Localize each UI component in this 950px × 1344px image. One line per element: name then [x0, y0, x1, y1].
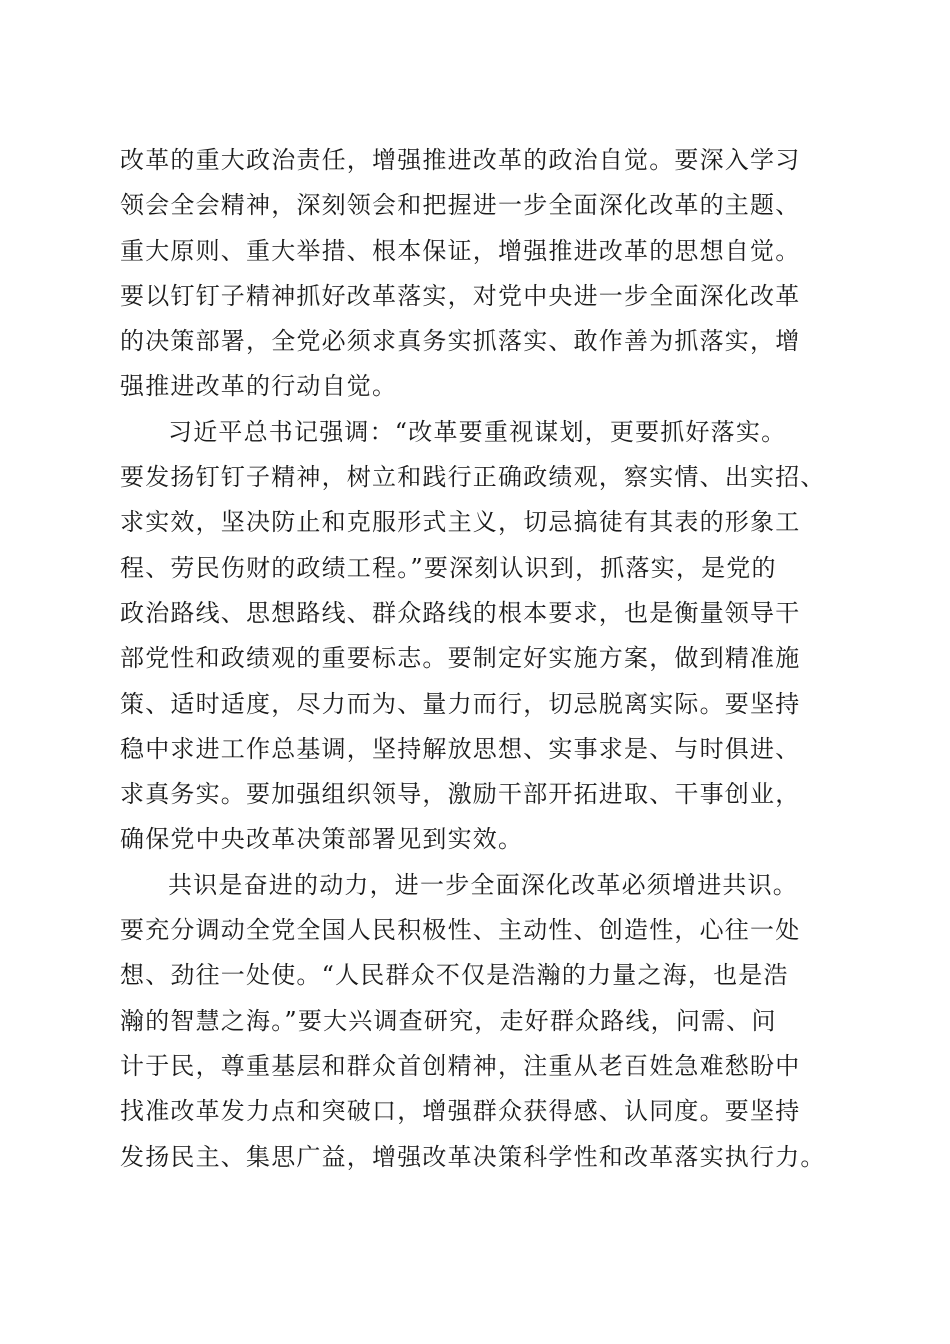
text-line: 求实效，坚决防止和克服形式主义，切忌搞徒有其表的形象工 [120, 508, 801, 537]
text-line: 要发扬钉钉子精神，树立和践行正确政绩观，察实情、出实招、 [120, 463, 826, 492]
text-line: 找准改革发力点和突破口，增强群众获得感、认同度。要坚持 [120, 1097, 801, 1126]
body-text [120, 138, 850, 1180]
text-line: 想、劲往一处使。“人民群众不仅是浩瀚的力量之海，也是浩 [120, 961, 789, 990]
paragraph-first-line: 习近平总书记强调：“改革要重视谋划，更要抓好落实。 [168, 417, 787, 446]
text-line: 瀚的智慧之海。”要大兴调查研究，走好群众路线，问需、问 [120, 1006, 777, 1035]
text-line: 策、适时适度，尽力而为、量力而行，切忌脱离实际。要坚持 [120, 689, 801, 718]
text-line: 发扬民主、集思广益，增强改革决策科学性和改革落实执行力。 [120, 1142, 826, 1171]
text-line: 确保党中央改革决策部署见到实效。 [120, 825, 524, 854]
text-line: 部党性和政绩观的重要标志。要制定好实施方案，做到精准施 [120, 644, 801, 673]
text-line: 程、劳民伤财的政绩工程。”要深刻认识到，抓落实，是党的 [120, 553, 777, 582]
text-line: 稳中求进工作总基调，坚持解放思想、实事求是、与时俱进、 [120, 734, 801, 763]
text-line: 强推进改革的行动自觉。 [120, 372, 398, 401]
text-line: 重大原则、重大举措、根本保证，增强推进改革的思想自觉。 [120, 236, 801, 265]
text-line: 要充分调动全党全国人民积极性、主动性、创造性，心往一处 [120, 916, 801, 945]
text-line: 政治路线、思想路线、群众路线的根本要求，也是衡量领导干 [120, 598, 801, 627]
text-line: 要以钉钉子精神抓好改革落实，对党中央进一步全面深化改革 [120, 281, 801, 310]
text-line: 计于民，尊重基层和群众首创精神，注重从老百姓急难愁盼中 [120, 1051, 801, 1080]
text-line: 求真务实。要加强组织领导，激励干部开拓进取、干事创业， [120, 780, 801, 809]
text-line: 改革的重大政治责任，增强推进改革的政治自觉。要深入学习 [120, 146, 801, 174]
paragraph-first-line: 共识是奋进的动力，进一步全面深化改革必须增进共识。 [168, 870, 798, 899]
text-line: 领会全会精神，深刻领会和把握进一步全面深化改革的主题、 [120, 191, 801, 220]
text-line: 的决策部署，全党必须求真务实抓落实、敢作善为抓落实，增 [120, 327, 801, 356]
